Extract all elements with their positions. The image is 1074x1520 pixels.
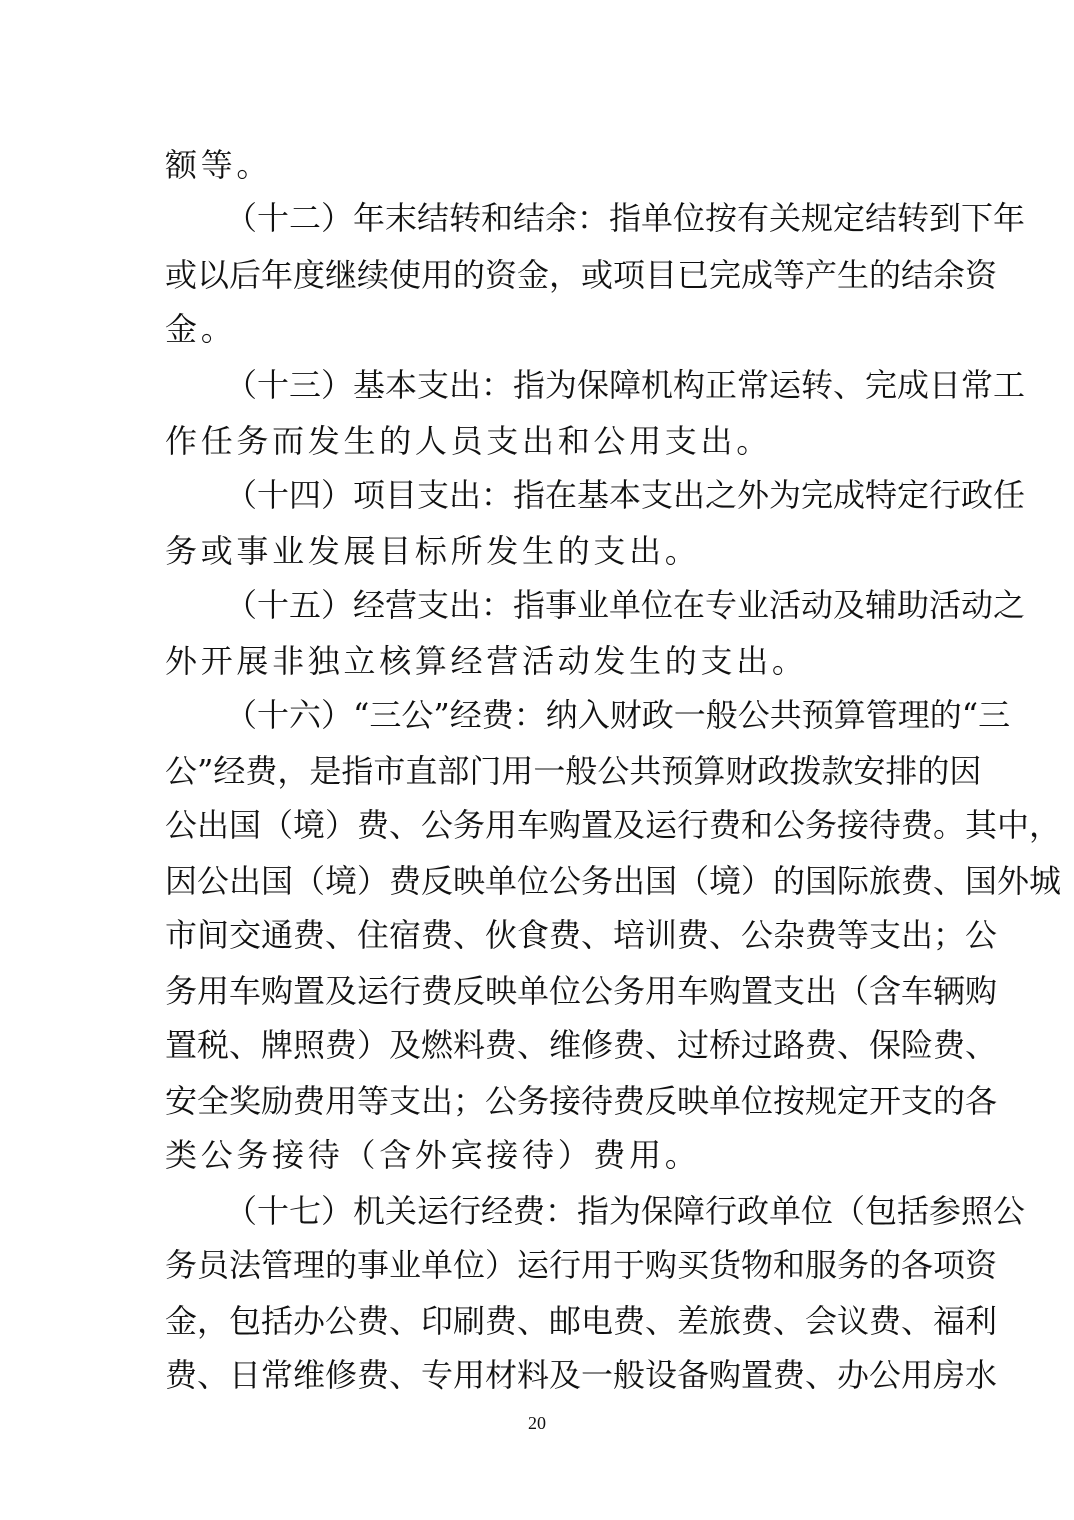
text-line: 公”经费，是指市直部门用一般公共预算财政拨款安排的因 — [165, 752, 982, 790]
text-line: 置税、牌照费）及燃料费、维修费、过桥过路费、保险费、 — [165, 1026, 998, 1064]
text-line: 费、日常维修费、专用材料及一般设备购置费、办公用房水 — [165, 1356, 998, 1394]
text-line: （十六）“三公”经费：纳入财政一般公共预算管理的“三 — [225, 696, 1011, 734]
text-line: （十四）项目支出：指在基本支出之外为完成特定行政任 — [225, 476, 1026, 514]
text-line: 金，包括办公费、印刷费、邮电费、差旅费、会议费、福利 — [165, 1302, 998, 1340]
text-line: 务用车购置及运行费反映单位公务用车购置支出（含车辆购 — [165, 972, 998, 1010]
text-line: 作任务而发生的人员支出和公用支出。 — [165, 422, 772, 460]
text-line: 务员法管理的事业单位）运行用于购买货物和服务的各项资 — [165, 1246, 998, 1284]
text-line: 市间交通费、住宿费、伙食费、培训费、公杂费等支出；公 — [165, 916, 998, 954]
text-line: 外开展非独立核算经营活动发生的支出。 — [165, 642, 808, 680]
text-line: （十五）经营支出：指事业单位在专业活动及辅助活动之 — [225, 586, 1026, 624]
text-line: 或以后年度继续使用的资金，或项目已完成等产生的结余资 — [165, 256, 998, 294]
text-line: 金。 — [165, 310, 237, 348]
text-line: 额等。 — [165, 146, 273, 184]
text-line: 务或事业发展目标所发生的支出。 — [165, 532, 701, 570]
text-line: 类公务接待（含外宾接待）费用。 — [165, 1136, 701, 1174]
text-line: 公出国（境）费、公务用车购置及运行费和公务接待费。其中， — [165, 806, 1062, 844]
text-line: （十三）基本支出：指为保障机构正常运转、完成日常工 — [225, 366, 1026, 404]
page-number: 20 — [528, 1413, 546, 1433]
text-line: 安全奖励费用等支出；公务接待费反映单位按规定开支的各 — [165, 1082, 998, 1120]
text-line: （十二）年末结转和结余：指单位按有关规定结转到下年 — [225, 199, 1026, 237]
text-line: 因公出国（境）费反映单位公务出国（境）的国际旅费、国外城 — [165, 862, 1062, 900]
text-line: （十七）机关运行经费：指为保障行政单位（包括参照公 — [225, 1192, 1026, 1230]
